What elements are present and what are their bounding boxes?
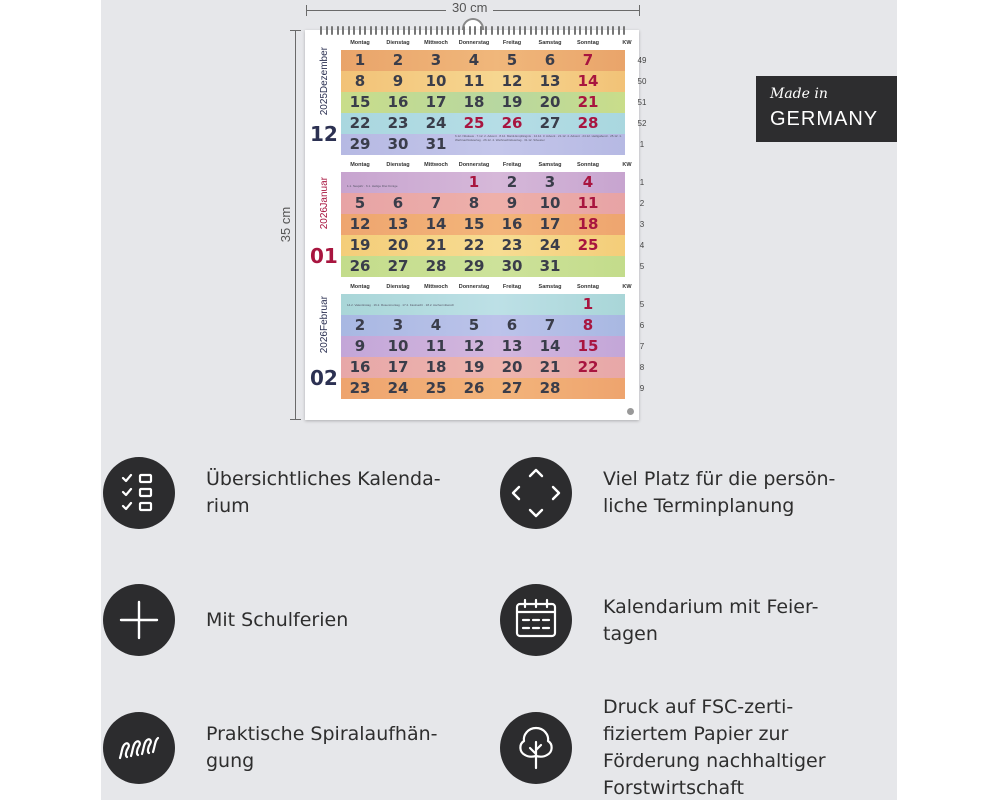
day-cell: 27 xyxy=(539,114,561,132)
day-cell: 26 xyxy=(463,379,485,397)
day-cell: 31 xyxy=(539,257,561,275)
day-cell: 18 xyxy=(577,215,599,233)
month-year: 2025 xyxy=(318,92,330,116)
badge-made-text: Made in xyxy=(770,86,828,102)
day-cell: 7 xyxy=(430,194,442,212)
day-cell xyxy=(417,172,455,193)
day-header: Sonntag xyxy=(577,284,599,290)
month-number: 02 xyxy=(310,366,338,390)
checklist-icon xyxy=(103,457,175,529)
spiral-loop xyxy=(463,26,465,35)
day-header: Montag xyxy=(350,40,370,46)
spiral-loop xyxy=(612,26,614,35)
day-header: Donnerstag xyxy=(458,284,490,290)
day-cell: 10 xyxy=(539,194,561,212)
day-header: KW xyxy=(622,40,632,46)
week-number: 8 xyxy=(639,363,645,372)
feature-line: Praktische Spiralaufhän- xyxy=(206,723,438,745)
day-cell: 21 xyxy=(425,236,447,254)
week-row xyxy=(341,315,645,336)
day-cell: 2 xyxy=(506,173,518,191)
day-cell: 25 xyxy=(577,236,599,254)
spiral-loop xyxy=(579,26,581,35)
day-cell: 4 xyxy=(430,316,442,334)
week-number: 3 xyxy=(639,220,645,229)
day-header: Dienstag xyxy=(386,162,410,168)
week-number: 6 xyxy=(639,321,645,330)
day-cell: 24 xyxy=(425,114,447,132)
height-dimension-tick-top xyxy=(290,30,301,31)
spiral-loop xyxy=(364,26,366,35)
day-cell xyxy=(341,172,379,193)
feature-text-school-holidays xyxy=(206,607,456,634)
day-header: Mittwoch xyxy=(424,40,448,46)
day-cell: 29 xyxy=(349,135,371,153)
day-cell: 15 xyxy=(349,93,371,111)
day-cell xyxy=(569,378,607,399)
day-cell: 7 xyxy=(582,51,594,69)
day-header: Mittwoch xyxy=(424,284,448,290)
height-dimension-label: 35 cm xyxy=(278,201,293,248)
day-cell: 14 xyxy=(577,72,599,90)
week-row xyxy=(341,336,645,357)
day-cell: 10 xyxy=(425,72,447,90)
day-cell: 25 xyxy=(425,379,447,397)
spiral-loop xyxy=(585,26,587,35)
day-cell: 16 xyxy=(387,93,409,111)
expand-arrows-icon xyxy=(500,457,572,529)
day-header: Freitag xyxy=(502,284,522,290)
week-number: 2 xyxy=(639,199,645,208)
week-number: 5 xyxy=(639,300,645,309)
calendar-icon xyxy=(500,584,572,656)
day-cell: 19 xyxy=(349,236,371,254)
day-cell: 13 xyxy=(387,215,409,233)
day-cell: 30 xyxy=(501,257,523,275)
spiral-loop xyxy=(497,26,499,35)
day-cell: 18 xyxy=(425,358,447,376)
day-cell: 22 xyxy=(463,236,485,254)
day-cell: 1 xyxy=(582,295,594,313)
spiral-icon xyxy=(103,712,175,784)
day-cell: 5 xyxy=(506,51,518,69)
spiral-loop xyxy=(596,26,598,35)
spiral-loop xyxy=(331,26,333,35)
day-cell: 15 xyxy=(463,215,485,233)
made-in-germany-badge xyxy=(756,76,897,142)
feature-text-spiral xyxy=(206,721,456,775)
spiral-loop xyxy=(425,26,427,35)
day-cell: 9 xyxy=(392,72,404,90)
day-cell: 20 xyxy=(387,236,409,254)
day-cell: 28 xyxy=(577,114,599,132)
month-year: 2026 xyxy=(318,207,330,230)
month-number: 01 xyxy=(310,244,338,268)
day-cell: 31 xyxy=(425,135,447,153)
day-cell: 27 xyxy=(501,379,523,397)
month-number: 12 xyxy=(310,122,338,146)
spiral-loop xyxy=(326,26,328,35)
spiral-loop xyxy=(508,26,510,35)
day-header: Samstag xyxy=(538,284,562,290)
spiral-loop xyxy=(414,26,416,35)
spiral-loop xyxy=(485,26,487,35)
week-number: 1 xyxy=(639,178,645,187)
spiral-loop xyxy=(535,26,537,35)
day-cell: 9 xyxy=(506,194,518,212)
day-cell: 6 xyxy=(544,51,556,69)
day-cell: 11 xyxy=(425,337,447,355)
month-block xyxy=(305,158,645,284)
day-cell: 20 xyxy=(501,358,523,376)
spiral-loop xyxy=(601,26,603,35)
day-cell: 23 xyxy=(387,114,409,132)
day-cell: 4 xyxy=(582,173,594,191)
day-cell: 10 xyxy=(387,337,409,355)
day-header: Sonntag xyxy=(577,40,599,46)
spiral-loop xyxy=(519,26,521,35)
week-number: 4 xyxy=(639,241,645,250)
day-cell xyxy=(379,172,417,193)
day-cell: 12 xyxy=(463,337,485,355)
spiral-loop xyxy=(530,26,532,35)
day-cell: 25 xyxy=(463,114,485,132)
day-cell: 2 xyxy=(354,316,366,334)
day-header: KW xyxy=(622,162,632,168)
day-cell: 21 xyxy=(539,358,561,376)
day-cell: 18 xyxy=(463,93,485,111)
spiral-loop xyxy=(524,26,526,35)
day-cell: 30 xyxy=(387,135,409,153)
day-cell: 12 xyxy=(349,215,371,233)
feature-line: gung xyxy=(206,750,255,772)
feature-line: Forstwirtschaft xyxy=(603,777,744,799)
spiral-loop xyxy=(502,26,504,35)
feature-line: liche Terminplanung xyxy=(603,495,795,517)
week-row xyxy=(341,71,647,92)
month-year: 2026 xyxy=(318,331,330,354)
week-number: 7 xyxy=(639,342,645,351)
day-cell: 3 xyxy=(392,316,404,334)
feature-line: Förderung nachhaltiger xyxy=(603,750,826,772)
spiral-loop xyxy=(574,26,576,35)
week-number: 52 xyxy=(637,119,647,128)
week-row xyxy=(341,378,645,399)
month-label xyxy=(305,280,341,406)
feature-text-holidays xyxy=(603,594,853,648)
spiral-loop xyxy=(607,26,609,35)
day-header: Sonntag xyxy=(577,162,599,168)
feature-text-overview xyxy=(206,466,456,520)
week-row xyxy=(341,357,645,378)
week-row xyxy=(341,50,647,71)
spiral-loop xyxy=(557,26,559,35)
week-number: 51 xyxy=(637,98,647,107)
week-number: 49 xyxy=(637,56,647,65)
spiral-loop xyxy=(480,26,482,35)
spiral-loop xyxy=(623,26,625,35)
day-header: Samstag xyxy=(538,162,562,168)
feature-line: fiziertem Papier zur xyxy=(603,723,789,745)
day-cell: 22 xyxy=(349,114,371,132)
day-cell: 6 xyxy=(392,194,404,212)
day-cell: 3 xyxy=(430,51,442,69)
day-cell: 6 xyxy=(506,316,518,334)
spiral-loop xyxy=(447,26,449,35)
day-cell: 28 xyxy=(539,379,561,397)
feature-line: tagen xyxy=(603,623,658,645)
day-cell: 21 xyxy=(577,93,599,111)
feature-text-fsc xyxy=(603,694,853,802)
width-dimension-tick-right xyxy=(639,5,640,16)
spiral-loop xyxy=(386,26,388,35)
day-header: Dienstag xyxy=(386,40,410,46)
day-header: Donnerstag xyxy=(458,40,490,46)
month-block xyxy=(305,280,645,406)
spiral-loop xyxy=(370,26,372,35)
spiral-loop xyxy=(541,26,543,35)
spiral-loop xyxy=(458,26,460,35)
month-name: Dezember xyxy=(318,46,330,93)
feature-line: Viel Platz für die persön- xyxy=(603,468,836,490)
day-cell: 17 xyxy=(387,358,409,376)
day-cell: 8 xyxy=(354,72,366,90)
day-header: Mittwoch xyxy=(424,162,448,168)
spiral-loop xyxy=(419,26,421,35)
day-header: Donnerstag xyxy=(458,162,490,168)
day-cell: 17 xyxy=(425,93,447,111)
day-cell: 19 xyxy=(501,93,523,111)
day-cell: 5 xyxy=(468,316,480,334)
spiral-loop xyxy=(618,26,620,35)
spiral-loop xyxy=(348,26,350,35)
day-cell: 12 xyxy=(501,72,523,90)
month-name: Januar xyxy=(318,176,330,208)
month-label xyxy=(305,158,341,284)
badge-country-text: GERMANY xyxy=(770,108,879,130)
week-row xyxy=(341,214,645,235)
day-cell xyxy=(569,256,607,277)
day-header: Dienstag xyxy=(386,284,410,290)
day-cell: 26 xyxy=(501,114,523,132)
day-cell: 3 xyxy=(544,173,556,191)
height-dimension-line xyxy=(295,30,296,420)
spiral-loop xyxy=(568,26,570,35)
day-header: Montag xyxy=(350,284,370,290)
day-header: Montag xyxy=(350,162,370,168)
week-row xyxy=(341,235,645,256)
day-cell: 20 xyxy=(539,93,561,111)
height-dimension-tick-bottom xyxy=(290,419,301,420)
day-cell: 2 xyxy=(392,51,404,69)
day-header: Freitag xyxy=(502,162,522,168)
month-label xyxy=(305,36,341,162)
day-cell: 8 xyxy=(582,316,594,334)
day-cell: 9 xyxy=(354,337,366,355)
week-row xyxy=(341,193,645,214)
spiral-loop xyxy=(320,26,322,35)
plus-icon xyxy=(103,584,175,656)
spiral-loop xyxy=(469,26,471,35)
month-name: Februar xyxy=(318,296,330,332)
spiral-loop xyxy=(452,26,454,35)
spiral-loop xyxy=(436,26,438,35)
spiral-loop xyxy=(408,26,410,35)
day-header: Freitag xyxy=(502,40,522,46)
month-block xyxy=(305,36,647,162)
day-cell: 8 xyxy=(468,194,480,212)
day-cell: 24 xyxy=(539,236,561,254)
day-cell: 23 xyxy=(349,379,371,397)
spiral-loop xyxy=(546,26,548,35)
spiral-loop xyxy=(353,26,355,35)
spiral-loop xyxy=(563,26,565,35)
spiral-binding-icon xyxy=(320,26,626,36)
spiral-loop xyxy=(430,26,432,35)
feature-line: Übersichtliches Kalenda- xyxy=(206,468,441,490)
spiral-loop xyxy=(590,26,592,35)
day-cell: 22 xyxy=(577,358,599,376)
day-cell: 23 xyxy=(501,236,523,254)
holiday-note: 1.1. Neujahr · 6.1. Heilige Drei Könige xyxy=(347,184,398,188)
week-number: 1 xyxy=(639,140,645,149)
day-cell: 17 xyxy=(539,215,561,233)
day-cell: 16 xyxy=(501,215,523,233)
feature-line: rium xyxy=(206,495,250,517)
day-cell: 29 xyxy=(463,257,485,275)
spiral-loop xyxy=(337,26,339,35)
spiral-loop xyxy=(392,26,394,35)
feature-text-space xyxy=(603,466,853,520)
day-cell: 11 xyxy=(577,194,599,212)
day-cell: 13 xyxy=(539,72,561,90)
day-cell: 19 xyxy=(463,358,485,376)
spiral-loop xyxy=(342,26,344,35)
day-cell: 27 xyxy=(387,257,409,275)
feature-line: Druck auf FSC-zerti- xyxy=(603,696,794,718)
logo-dot xyxy=(627,408,634,415)
spiral-loop xyxy=(474,26,476,35)
spiral-loop xyxy=(441,26,443,35)
day-header: Samstag xyxy=(538,40,562,46)
spiral-loop xyxy=(359,26,361,35)
spiral-loop xyxy=(381,26,383,35)
spiral-loop xyxy=(397,26,399,35)
holiday-note: 6.12. Nikolaus · 7.12. 2. Advent · 8.12. Mariä Empfängnis · 14.12. 3. Advent · 21.12. 4. Advent · 24.12. Heiligabend · 25.12. 1. Weihnachtsfeiertag · 26.12. 2. Weihnachtsfeiertag · 31.12. Silvester xyxy=(455,134,622,142)
calendar-sheet xyxy=(305,30,647,420)
week-row xyxy=(341,92,647,113)
width-dimension-tick-left xyxy=(306,5,307,16)
feature-line: Mit Schulferien xyxy=(206,609,349,631)
week-row xyxy=(341,172,645,193)
day-cell: 24 xyxy=(387,379,409,397)
day-cell: 5 xyxy=(354,194,366,212)
day-cell: 14 xyxy=(539,337,561,355)
day-cell: 14 xyxy=(425,215,447,233)
day-cell: 11 xyxy=(463,72,485,90)
spiral-loop xyxy=(552,26,554,35)
spiral-loop xyxy=(491,26,493,35)
day-cell: 13 xyxy=(501,337,523,355)
tree-icon xyxy=(500,712,572,784)
day-cell: 16 xyxy=(349,358,371,376)
week-number: 5 xyxy=(639,262,645,271)
day-cell: 4 xyxy=(468,51,480,69)
day-cell: 28 xyxy=(425,257,447,275)
holiday-note: 14.2. Valentinstag · 16.2. Rosenmontag · 17.2. Fastnacht · 18.2. Aschermittwoch xyxy=(347,303,455,307)
day-header: KW xyxy=(622,284,632,290)
width-dimension-label: 30 cm xyxy=(446,0,493,15)
day-cell: 1 xyxy=(354,51,366,69)
spiral-loop xyxy=(375,26,377,35)
spiral-loop xyxy=(513,26,515,35)
day-cell: 7 xyxy=(544,316,556,334)
day-cell: 26 xyxy=(349,257,371,275)
day-cell: 15 xyxy=(577,337,599,355)
spiral-loop xyxy=(403,26,405,35)
week-row xyxy=(341,256,645,277)
feature-line: Kalendarium mit Feier- xyxy=(603,596,819,618)
week-number: 9 xyxy=(639,384,645,393)
day-cell: 1 xyxy=(468,173,480,191)
week-number: 50 xyxy=(637,77,647,86)
week-row xyxy=(341,113,647,134)
